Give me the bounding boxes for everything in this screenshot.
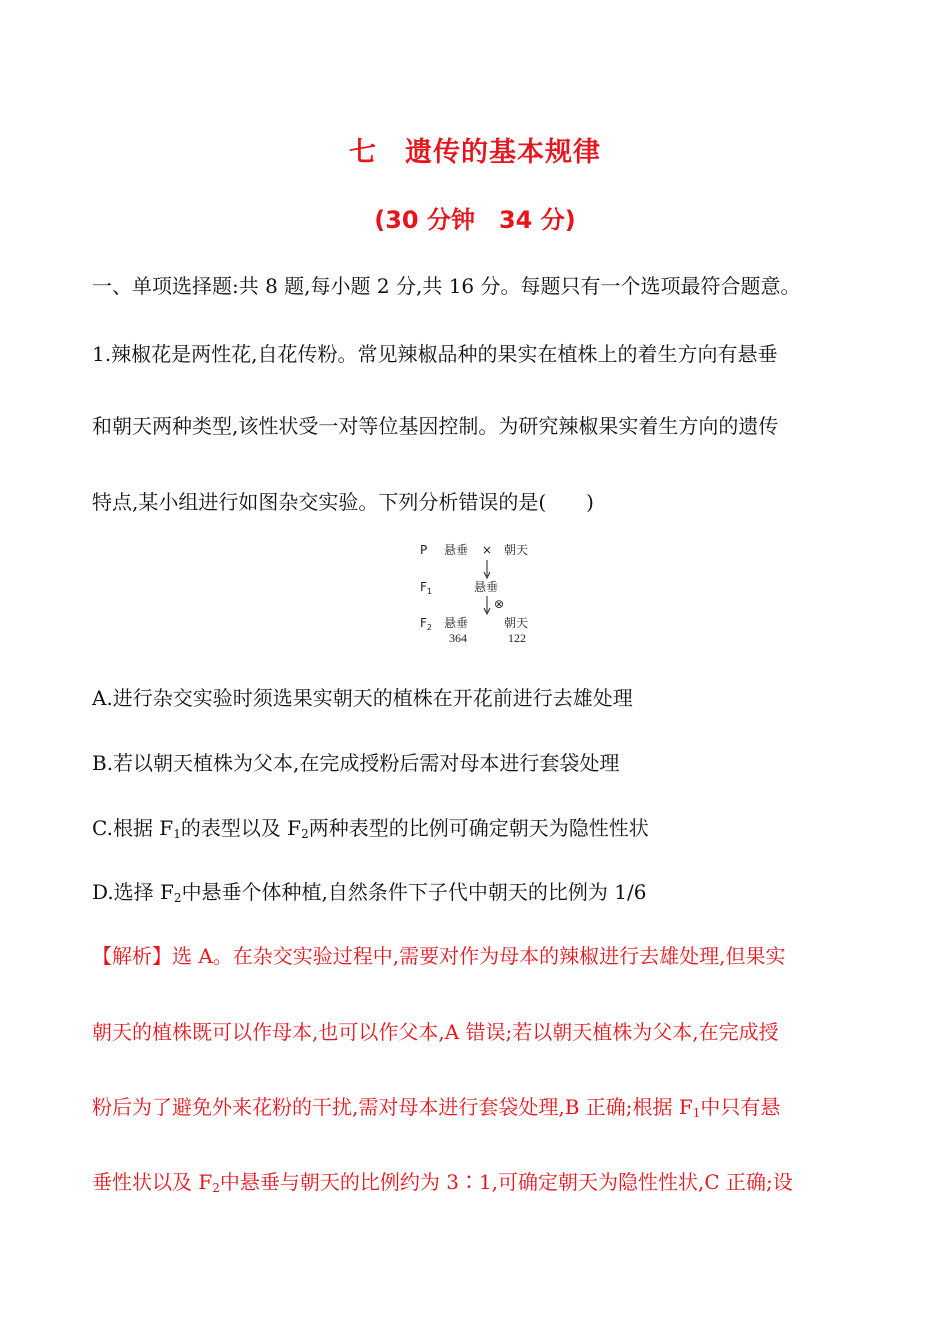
f1-phenotype: 悬垂	[474, 580, 499, 594]
f2-left-phenotype: 悬垂	[444, 616, 469, 630]
question-line-1: 1.辣椒花是两性花,自花传粉。常见辣椒品种的果实在植株上的着生方向有悬垂	[92, 342, 778, 366]
f2-right-count: 122	[508, 631, 526, 645]
section-heading: 一、单项选择题:共 8 题,每小题 2 分,共 16 分。每题只有一个选项最符合题意。	[92, 274, 801, 298]
p-right-phenotype: 朝天	[504, 543, 529, 557]
option-d: D.选择 $F_2$中悬垂个体种植,自然条件下子代中朝天的比例为 1/6	[92, 880, 647, 905]
page-subtitle: (30 分钟 34 分)	[374, 206, 576, 234]
analysis-line-1: 【解析】选 A。在杂交实验过程中,需要对作为母本的辣椒进行去雄处理,但果实	[92, 944, 786, 968]
question-line-2: 和朝天两种类型,该性状受一对等位基因控制。为研究辣椒果实着生方向的遗传	[92, 414, 779, 438]
page-title: 七 遗传的基本规律	[349, 137, 601, 168]
analysis-line-4: 垂性状以及 $F_2$中悬垂与朝天的比例约为 3∶1,可确定朝天为隐性性状,C 正确;设	[92, 1170, 793, 1195]
self-cross-symbol: ⊗	[494, 597, 505, 611]
option-a: A.进行杂交实验时须选果实朝天的植株在开花前进行去雄处理	[92, 686, 633, 710]
f2-left-count: 364	[449, 631, 467, 645]
p-left-phenotype: 悬垂	[444, 543, 469, 557]
option-c: C.根据 $F_1$的表型以及 $F_2$两种表型的比例可确定朝天为隐性性状	[92, 816, 649, 841]
cross-symbol: ×	[482, 543, 493, 557]
f1-label: $F_1$	[420, 580, 432, 596]
p-label: P	[420, 543, 428, 557]
analysis-line-2: 朝天的植株既可以作母本,也可以作父本,A 错误;若以朝天植株为父本,在完成授	[92, 1020, 779, 1044]
cross-diagram	[410, 538, 550, 648]
f2-right-phenotype: 朝天	[504, 616, 529, 630]
question-line-3: 特点,某小组进行如图杂交实验。下列分析错误的是( )	[92, 490, 594, 514]
f2-label: $F_2$	[420, 616, 432, 632]
option-b: B.若以朝天植株为父本,在完成授粉后需对母本进行套袋处理	[92, 751, 620, 775]
analysis-line-3: 粉后为了避免外来花粉的干扰,需对母本进行套袋处理,B 正确;根据 $F_1$中只有悬	[92, 1095, 781, 1120]
